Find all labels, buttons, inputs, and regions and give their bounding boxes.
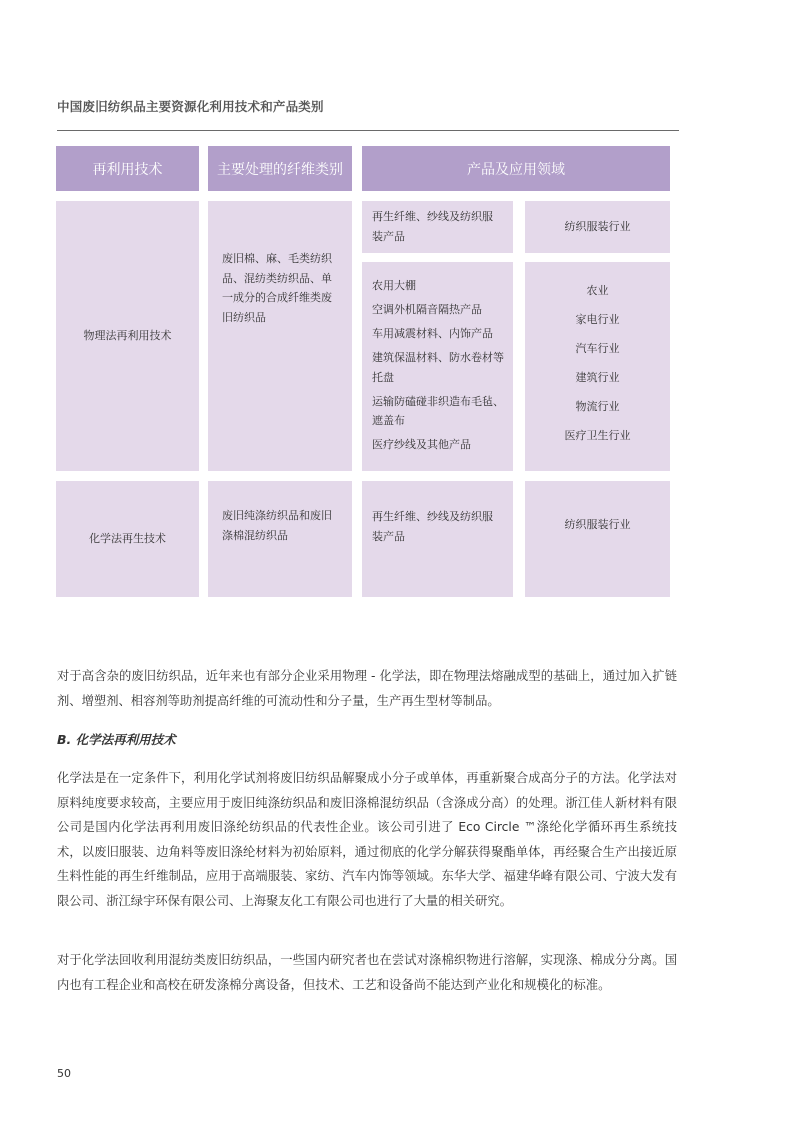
physical-products-1-text: 再生纤维、纱线及纺织服装产品 <box>372 210 493 243</box>
header-products-applications: 产品及应用领域 <box>362 146 670 191</box>
physical-products-2-cell <box>362 262 513 471</box>
physical-industry-1-text: 纺织服装行业 <box>564 220 631 234</box>
physical-products-1-cell <box>362 201 513 253</box>
product-item: 运输防磕碰非织造布毛毡、遮盖布 <box>372 394 504 427</box>
product-item: 车用减震材料、内饰产品 <box>372 327 493 340</box>
paragraph-physical-chemical: 对于高含杂的废旧纺织品，近年来也有部分企业采用物理 - 化学法，即在物理法熔融成型的基础上，通过加入扩链剂、增塑剂、相容剂等助剂提高纤维的可流动性和分子量，生产再生型材等制品。 <box>57 669 677 708</box>
industry-item: 汽车行业 <box>575 342 620 355</box>
title-rule <box>57 130 679 131</box>
physical-industries-2-cell <box>525 262 670 471</box>
header-fiber-category: 主要处理的纤维类别 <box>208 146 352 191</box>
physical-method-label: 物理法再利用技术 <box>83 329 172 343</box>
chemical-products-text: 再生纤维、纱线及纺织服装产品 <box>372 510 493 543</box>
chemical-products-cell <box>362 481 513 597</box>
industry-item: 家电行业 <box>575 313 620 326</box>
chemical-fiber-text: 废旧纯涤纺织品和废旧涤棉混纺织品 <box>222 509 332 542</box>
physical-industry-1-cell <box>525 201 670 253</box>
chemical-fiber-cell <box>208 481 352 597</box>
product-item: 医疗纱线及其他产品 <box>372 438 471 451</box>
industry-item: 建筑行业 <box>575 371 620 384</box>
paragraph-blended-recycling: 对于化学法回收利用混纺类废旧纺织品，一些国内研究者也在尝试对涤棉织物进行溶解，实现涤、棉成分分离。国内也有工程企业和高校在研发涤棉分离设备，但技术、工艺和设备尚不能达到产业化和规模化的标准。 <box>57 953 677 992</box>
page-number: 50 <box>57 1067 71 1080</box>
industry-item: 农业 <box>586 284 609 297</box>
header-reuse-technology: 再利用技术 <box>56 146 199 191</box>
chemical-method-cell <box>56 481 199 597</box>
paragraph-chemical-method: 化学法是在一定条件下，利用化学试剂将废旧纺织品解聚成小分子或单体，再重新聚合成高分子的方法。化学法对原料纯度要求较高，主要应用于废旧纯涤纺织品和废旧涤棉混纺织品（含涤成分高）的处理。浙江佳人新材料有限公司是国内化学法再利用废旧涤纶纺织品的代表性企业。该公司引进了 Eco Circle ™涤纶化学循环再生系统技术，以废旧服装、边角料等废旧涤纶材料为初始原料，通过彻底的化学分解获得聚酯单体，再经聚合生产出接近原生料性能的再生纤维制品，应用于高端服装、家纺、汽车内饰等领域。东华大学、福建华峰有限公司、宁波大发有限公司、浙江绿宇环保有限公司、上海聚友化工有限公司也进行了大量的相关研究。 <box>57 771 677 908</box>
physical-fiber-cell <box>208 201 352 471</box>
industry-item: 医疗卫生行业 <box>564 429 631 442</box>
page-title: 中国废旧纺织品主要资源化利用技术和产品类别 <box>57 99 324 114</box>
chemical-industry-cell <box>525 481 670 597</box>
product-item: 农用大棚 <box>372 279 416 292</box>
chemical-industry-text: 纺织服装行业 <box>564 518 631 531</box>
physical-method-cell <box>56 201 199 471</box>
chemical-method-label: 化学法再生技术 <box>89 532 166 546</box>
section-heading-chemical: B. 化学法再利用技术 <box>57 732 176 747</box>
physical-fiber-text: 废旧棉、麻、毛类纺织品、混纺类纺织品、单一成分的合成纤维类废旧纺织品 <box>222 252 332 324</box>
product-item: 空调外机隔音隔热产品 <box>372 303 482 316</box>
product-item: 建筑保温材料、防水卷材等托盘 <box>372 351 504 384</box>
industry-item: 物流行业 <box>575 400 620 413</box>
